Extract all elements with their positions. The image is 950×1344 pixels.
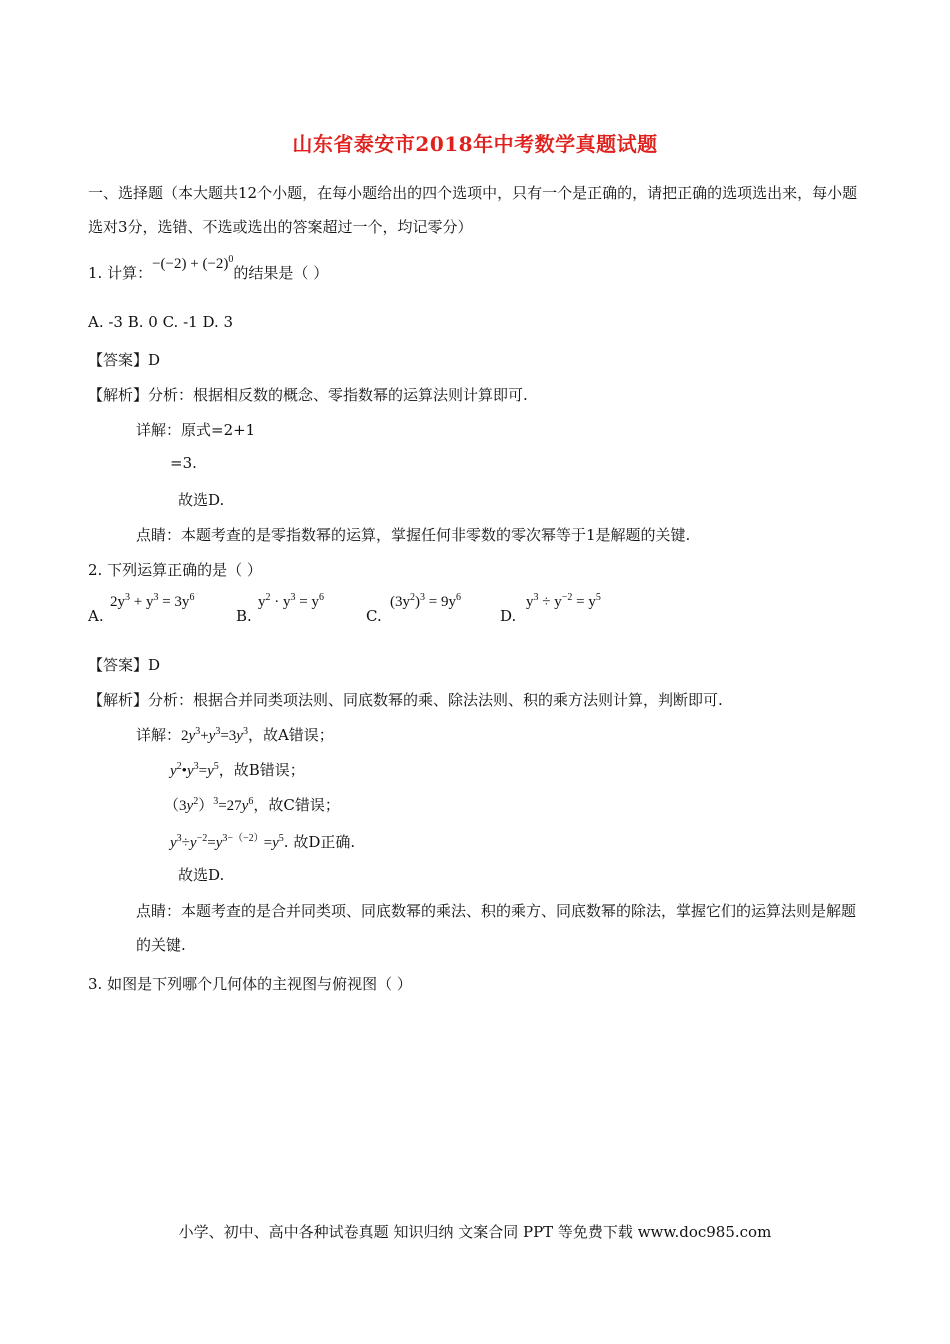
- question-2-note: 点睛：本题考查的是合并同类项、同底数幂的乘法、积的乘方、同底数幂的除法，掌握它们的运算法则是解题的关键.: [136, 902, 857, 954]
- question-2-answer: 【答案】D: [88, 656, 161, 674]
- option-a-formula: $2y^3 + y^3 = 3y^6$: [110, 592, 195, 610]
- question-1-answer: 【答案】D: [88, 351, 161, 369]
- question-1: [88, 254, 329, 283]
- question-2-detail-4: $y^3\div y^{-2}=y^{3-(-2)}=y^5$. 故D正确.: [170, 833, 356, 851]
- question-2: 2. 下列运算正确的是（ ）: [88, 561, 262, 579]
- question-1-prefix: 1. 计算：: [88, 264, 153, 282]
- question-1-detail-3: 故选D.: [178, 491, 225, 509]
- question-1-note: 点睛：本题考查的是零指数幂的运算，掌握任何非零数的零次幂等于1是解题的关键.: [136, 526, 691, 544]
- question-1-suffix: 的结果是（ ）: [233, 264, 329, 282]
- question-2-detail-5: 故选D.: [178, 866, 225, 884]
- question-2-analysis: 【解析】分析：根据合并同类项法则、同底数幂的乘、除法法则、积的乘方法则计算，判断即可.: [88, 691, 723, 709]
- option-d-label: D.: [500, 607, 517, 625]
- option-d-formula: $y^3 \div y^{-2} = y^5$: [526, 592, 601, 610]
- document-title: 山东省泰安市2018年中考数学真题试题: [292, 132, 658, 156]
- question-2-detail-2: $y^2•y^3=y^5$，故B错误；: [170, 761, 305, 779]
- question-1-analysis: 【解析】分析：根据相反数的概念、零指数幂的运算法则计算即可.: [88, 386, 528, 404]
- question-1-formula: $-(-2) + (-2)^0$: [152, 254, 234, 272]
- question-1-detail-1: 详解：原式=2+1: [136, 421, 256, 439]
- section-heading: 一、选择题（本大题共12个小题，在每小题给出的四个选项中，只有一个是正确的，请把正确的选项选出来，每小题选对3分，选错、不选或选出的答案超过一个，均记零分）: [88, 184, 858, 236]
- option-c-label: C.: [366, 607, 382, 625]
- question-1-detail-2: =3.: [170, 454, 197, 472]
- option-c-formula: $(3y^2)^3 = 9y^6$: [390, 592, 461, 610]
- option-a-label: A.: [88, 607, 104, 625]
- question-3: 3. 如图是下列哪个几何体的主视图与俯视图（ ）: [88, 975, 412, 993]
- footer-text: 小学、初中、高中各种试卷真题 知识归纳 文案合同 PPT 等免费下载 www.doc985.com: [178, 1223, 772, 1241]
- question-2-detail-3: $(3y^2)^3=27y^6$，故C错误；: [164, 796, 340, 814]
- question-1-options: A. -3 B. 0 C. -1 D. 3: [88, 313, 234, 331]
- option-b-label: B.: [236, 607, 252, 625]
- option-b-formula: $y^2 \cdot y^3 = y^6$: [258, 592, 324, 610]
- question-2-detail-1: 详解：$2y^3+y^3=3y^3$，故A错误；: [136, 726, 334, 744]
